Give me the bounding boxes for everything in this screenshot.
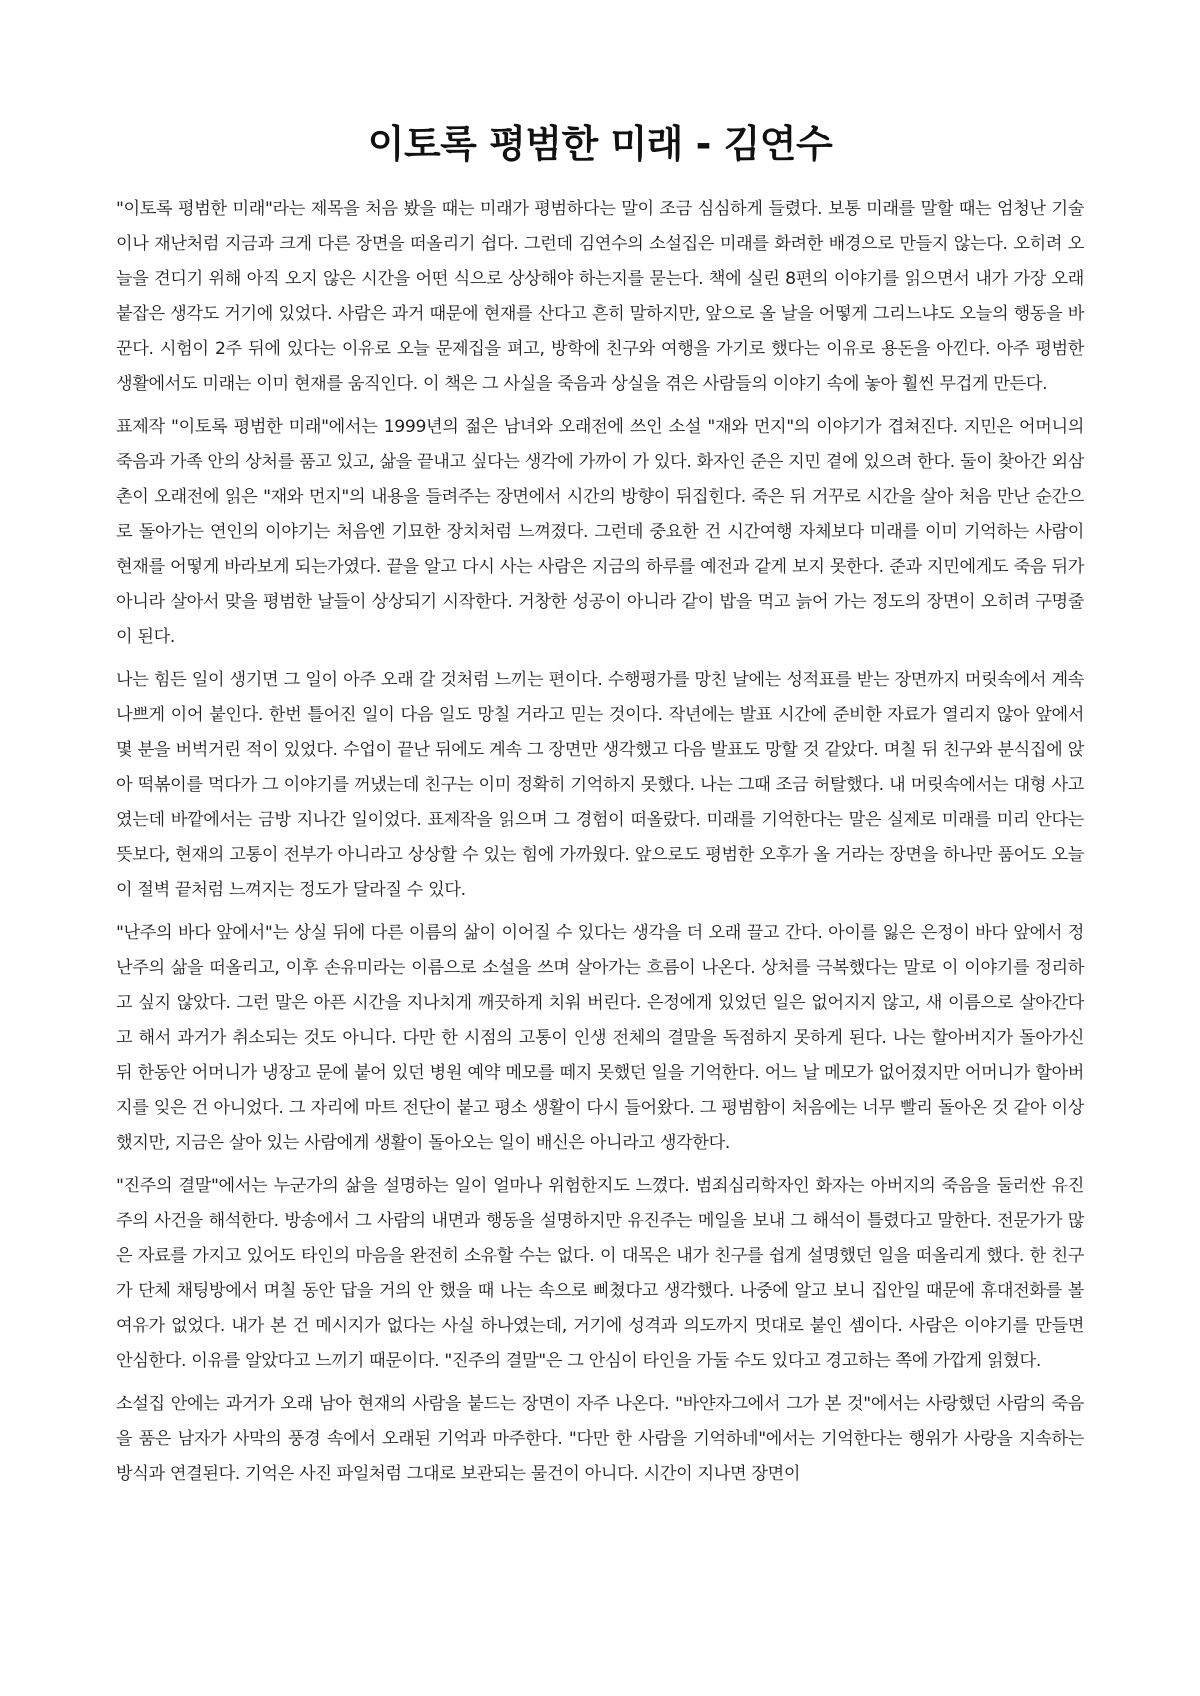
paragraph: "난주의 바다 앞에서"는 상실 뒤에 다른 이름의 삶이 이어질 수 있다는 생각을 더 오래 끌고 간다. 아이를 잃은 은정이 바다 앞에서 정난주의 삶을 떠올리고, 이후 손유미라는 이름으로 소설을 쓰며 살아가는 흐름이 나온다. 상처를 극복했다는 말로 이 이야기를 정리하고 싶지 않았다. 그런 말은 아픈 시간을 지나치게 깨끗하게 치워 버린다. 은정에게 있었던 일은 없어지지 않고, 새 이름으로 살아간다고 해서 과거가 취소되는 것도 아니다. 다만 한 시점의 고통이 인생 전체의 결말을 독점하지 못하게 된다. 나는 할아버지가 돌아가신 뒤 한동안 어머니가 냉장고 문에 붙어 있던 병원 예약 메모를 떼지 못했던 일을 기억한다. 어느 날 메모가 없어졌지만 어머니가 할아버지를 잊은 건 아니었다. 그 자리에 마트 전단이 붙고 평소 생활이 다시 들어왔다. 그 평범함이 처음에는 너무 빨리 돌아온 것 같아 이상했지만, 지금은 살아 있는 사람에게 생활이 돌아오는 일이 배신은 아니라고 생각한다. <box>116 923 1084 1153</box>
paragraph: 나는 힘든 일이 생기면 그 일이 아주 오래 갈 것처럼 느끼는 편이다. 수행평가를 망친 날에는 성적표를 받는 장면까지 머릿속에서 계속 나쁘게 이어 붙인다. 한번 틀어진 일이 다음 일도 망칠 거라고 믿는 것이다. 작년에는 발표 시간에 준비한 자료가 열리지 않아 앞에서 몇 분을 버벅거린 적이 있었다. 수업이 끝난 뒤에도 계속 그 장면만 생각했고 다음 발표도 망할 것 같았다. 며칠 뒤 친구와 분식집에 앉아 떡볶이를 먹다가 그 이야기를 꺼냈는데 친구는 이미 정확히 기억하지 못했다. 나는 그때 조금 허탈했다. 내 머릿속에서는 대형 사고였는데 바깥에서는 금방 지나간 일이었다. 표제작을 읽으며 그 경험이 떠올랐다. 미래를 기억한다는 말은 실제로 미래를 미리 안다는 뜻보다, 현재의 고통이 전부가 아니라고 상상할 수 있는 힘에 가까웠다. 앞으로도 평범한 오후가 올 거라는 장면을 하나만 품어도 오늘이 절벽 끝처럼 느껴지는 정도가 달라질 수 있다. <box>116 670 1084 900</box>
paragraph: 소설집 안에는 과거가 오래 남아 현재의 사람을 붙드는 장면이 자주 나온다. "바얀자그에서 그가 본 것"에서는 사랑했던 사람의 죽음을 품은 남자가 사막의 풍경 속에서 오래된 기억과 마주한다. "다만 한 사람을 기억하네"에서는 기억한다는 행위가 사랑을 지속하는 방식과 연결된다. 기억은 사진 파일처럼 그대로 보관되는 물건이 아니다. 시간이 지나면 장면이 <box>116 1394 1084 1484</box>
document-title: 이토록 평범한 미래 - 김연수 <box>367 122 833 166</box>
paragraph: 표제작 "이토록 평범한 미래"에서는 1999년의 젊은 남녀와 오래전에 쓰인 소설 "재와 먼지"의 이야기가 겹쳐진다. 지민은 어머니의 죽음과 가족 안의 상처를 품고 있고, 삶을 끝내고 싶다는 생각에 가까이 가 있다. 화자인 준은 지민 곁에 있으려 한다. 둘이 찾아간 외삼촌이 오래전에 읽은 "재와 먼지"의 내용을 들려주는 장면에서 시간의 방향이 뒤집힌다. 죽은 뒤 거꾸로 시간을 살아 처음 만난 순간으로 돌아가는 연인의 이야기는 처음엔 기묘한 장치처럼 느껴졌다. 그런데 중요한 건 시간여행 자체보다 미래를 이미 기억하는 사람이 현재를 어떻게 바라보게 되는가였다. 끝을 알고 다시 사는 사람은 지금의 하루를 예전과 같게 보지 못한다. 준과 지민에게도 죽음 뒤가 아니라 살아서 맞을 평범한 날들이 상상되기 시작한다. 거창한 성공이 아니라 같이 밥을 먹고 늙어 가는 정도의 장면이 오히려 구명줄이 된다. <box>116 417 1084 647</box>
paragraph: "진주의 결말"에서는 누군가의 삶을 설명하는 일이 얼마나 위험한지도 느꼈다. 범죄심리학자인 화자는 아버지의 죽음을 둘러싼 유진주의 사건을 해석한다. 방송에서 그 사람의 내면과 행동을 설명하지만 유진주는 메일을 보내 그 해석이 틀렸다고 말한다. 전문가가 많은 자료를 가지고 있어도 타인의 마음을 완전히 소유할 수는 없다. 이 대목은 내가 친구를 쉽게 설명했던 일을 떠올리게 했다. 한 친구가 단체 채팅방에서 며칠 동안 답을 거의 안 했을 때 나는 속으로 삐쳤다고 생각했다. 나중에 알고 보니 집안일 때문에 휴대전화를 볼 여유가 없었다. 내가 본 건 메시지가 없다는 사실 하나였는데, 거기에 성격과 의도까지 멋대로 붙인 셈이다. 사람은 이야기를 만들면 안심한다. 이유를 알았다고 느끼기 때문이다. "진주의 결말"은 그 안심이 타인을 가둘 수도 있다고 경고하는 쪽에 가깝게 읽혔다. <box>116 1176 1084 1371</box>
paragraph: "이토록 평범한 미래"라는 제목을 처음 봤을 때는 미래가 평범하다는 말이 조금 심심하게 들렸다. 보통 미래를 말할 때는 엄청난 기술이나 재난처럼 지금과 크게 다른 장면을 떠올리기 쉽다. 그런데 김연수의 소설집은 미래를 화려한 배경으로 만들지 않는다. 오히려 오늘을 견디기 위해 아직 오지 않은 시간을 어떤 식으로 상상해야 하는지를 묻는다. 책에 실린 8편의 이야기를 읽으면서 내가 가장 오래 붙잡은 생각도 거기에 있었다. 사람은 과거 때문에 현재를 산다고 흔히 말하지만, 앞으로 올 날을 어떻게 그리느냐도 오늘의 행동을 바꾼다. 시험이 2주 뒤에 있다는 이유로 오늘 문제집을 펴고, 방학에 친구와 여행을 가기로 했다는 이유로 용돈을 아낀다. 아주 평범한 생활에서도 미래는 이미 현재를 움직인다. 이 책은 그 사실을 죽음과 상실을 겪은 사람들의 이야기 속에 놓아 훨씬 무겁게 만든다. <box>116 199 1084 394</box>
